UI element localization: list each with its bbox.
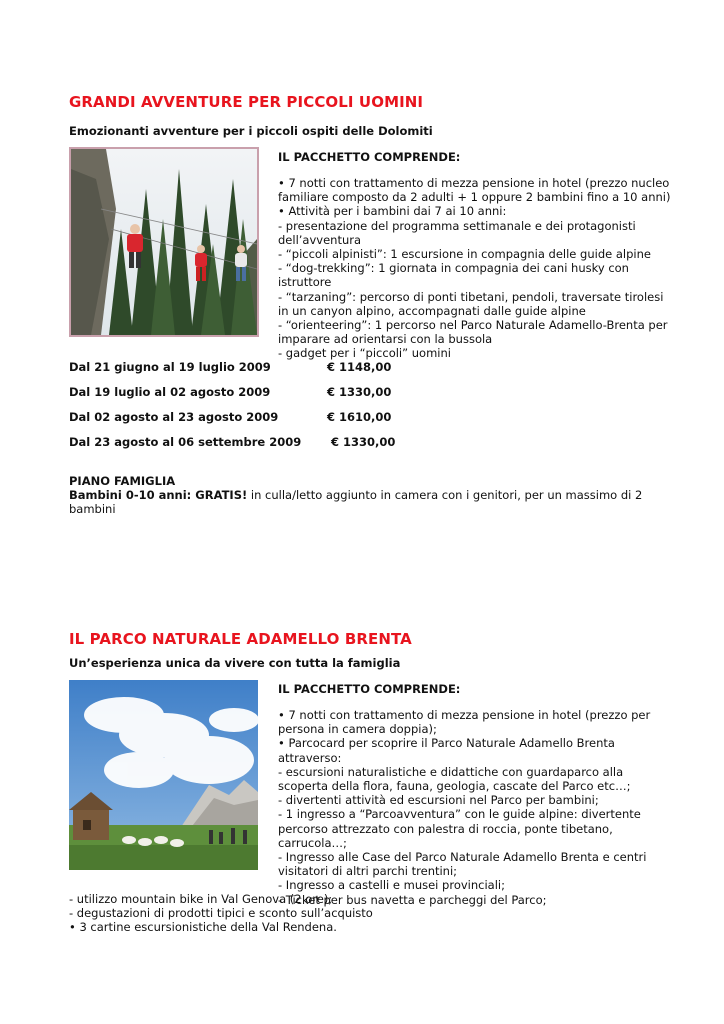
family-plan-detail: in culla/letto aggiunto in camera con i genitori, per un massimo di 2 [247,488,643,502]
list-item: • 7 notti con trattamento di mezza pensione in hotel (prezzo nucleo [278,176,670,190]
zipline-kids-image [71,149,257,335]
list-item: persona in camera doppia); [278,722,437,737]
list-item: - Ingresso alle Case del Parco Naturale Adamello Brenta e centri [278,850,647,865]
list-item: familiare composto da 2 adulti + 1 oppure 2 bambini fino a 10 anni) [278,190,671,205]
alpine-meadow-image [69,680,258,870]
list-item: visitatori di altri parchi trentini; [278,864,458,879]
list-item: • Attività per i bambini dai 7 ai 10 anni: [278,204,507,219]
list-item: - “tarzaning”: percorso di ponti tibetani, pendoli, traversate tirolesi [278,289,664,304]
family-plan-text [69,488,642,502]
price-period: Dal 02 agosto al 23 agosto 2009 [69,410,279,424]
list-item: istruttore [278,275,332,290]
section2-package-list [278,708,650,907]
section1-subtitle: Emozionanti avventure per i piccoli ospiti delle Dolomiti [69,124,433,138]
list-item: scoperta della flora, fauna, geologia, cascate del Parco etc…; [278,779,631,794]
list-item: - Ticket per bus navetta e parcheggi del Parco; [278,892,547,907]
list-item: - escursioni naturalistiche e didattiche con guardaparco alla [278,764,624,779]
price-amount: € 1610,00 [327,410,392,424]
price-period: Dal 21 giugno al 19 luglio 2009 [69,360,271,374]
price-amount: € 1330,00 [331,435,396,449]
list-item: carrucola…; [278,835,347,850]
family-plan-free: Bambini 0-10 anni: GRATIS! [69,488,248,502]
family-plan-heading: PIANO FAMIGLIA [69,474,176,488]
list-item: percorso attrezzato con palestra di roccia, ponte tibetano, [278,821,613,836]
list-item: dell’avventura [278,232,362,247]
list-item: - divertenti attività ed escursioni nel Parco per bambini; [278,793,599,808]
section1-package-list [278,176,670,361]
section2-title: IL PARCO NATURALE ADAMELLO BRENTA [69,630,412,648]
list-item: - “orienteering”: 1 percorso nel Parco Naturale Adamello-Brenta per [278,318,668,333]
family-plan-text-cont: bambini [69,502,116,516]
list-item: - degustazioni di prodotti tipici e sconto sull’acquisto [69,906,373,921]
list-item: imparare ad orientarsi con la bussola [278,332,493,347]
list-item: - “piccoli alpinisti”: 1 escursione in compagnia delle guide alpine [278,247,651,262]
section2-package-list-cont [69,892,373,935]
price-period: Dal 23 agosto al 06 settembre 2009 [69,435,302,449]
list-item: • 3 cartine escursionistiche della Val Rendena. [69,920,337,935]
section2-package-heading: IL PACCHETTO COMPRENDE: [278,682,461,696]
list-item: attraverso: [278,750,342,765]
list-item: - “dog-trekking”: 1 giornata in compagnia dei cani husky con [278,261,629,276]
section1-package-heading: IL PACCHETTO COMPRENDE: [278,150,461,164]
park-photo [69,680,258,870]
section2-subtitle: Un’esperienza unica da vivere con tutta la famiglia [69,656,401,670]
list-item: - gadget per i “piccoli” uomini [278,346,451,361]
list-item: • 7 notti con trattamento di mezza pensione in hotel (prezzo per [278,708,651,722]
section1-title: GRANDI AVVENTURE PER PICCOLI UOMINI [69,93,424,111]
list-item: - Ingresso a castelli e musei provinciali; [278,878,505,893]
list-item: in un canyon alpino, accompagnati dalle guide alpine [278,303,586,318]
list-item: • Parcocard per scoprire il Parco Naturale Adamello Brenta [278,736,615,751]
price-amount: € 1148,00 [327,360,392,374]
price-period: Dal 19 luglio al 02 agosto 2009 [69,385,271,399]
list-item: - 1 ingresso a “Parcoavventura” con le guide alpine: divertente [278,807,641,822]
list-item: - presentazione del programma settimanale e dei protagonisti [278,218,636,233]
price-amount: € 1330,00 [327,385,392,399]
adventure-photo [69,147,259,337]
list-item: - utilizzo mountain bike in Val Genova (2 ore); [69,892,333,906]
